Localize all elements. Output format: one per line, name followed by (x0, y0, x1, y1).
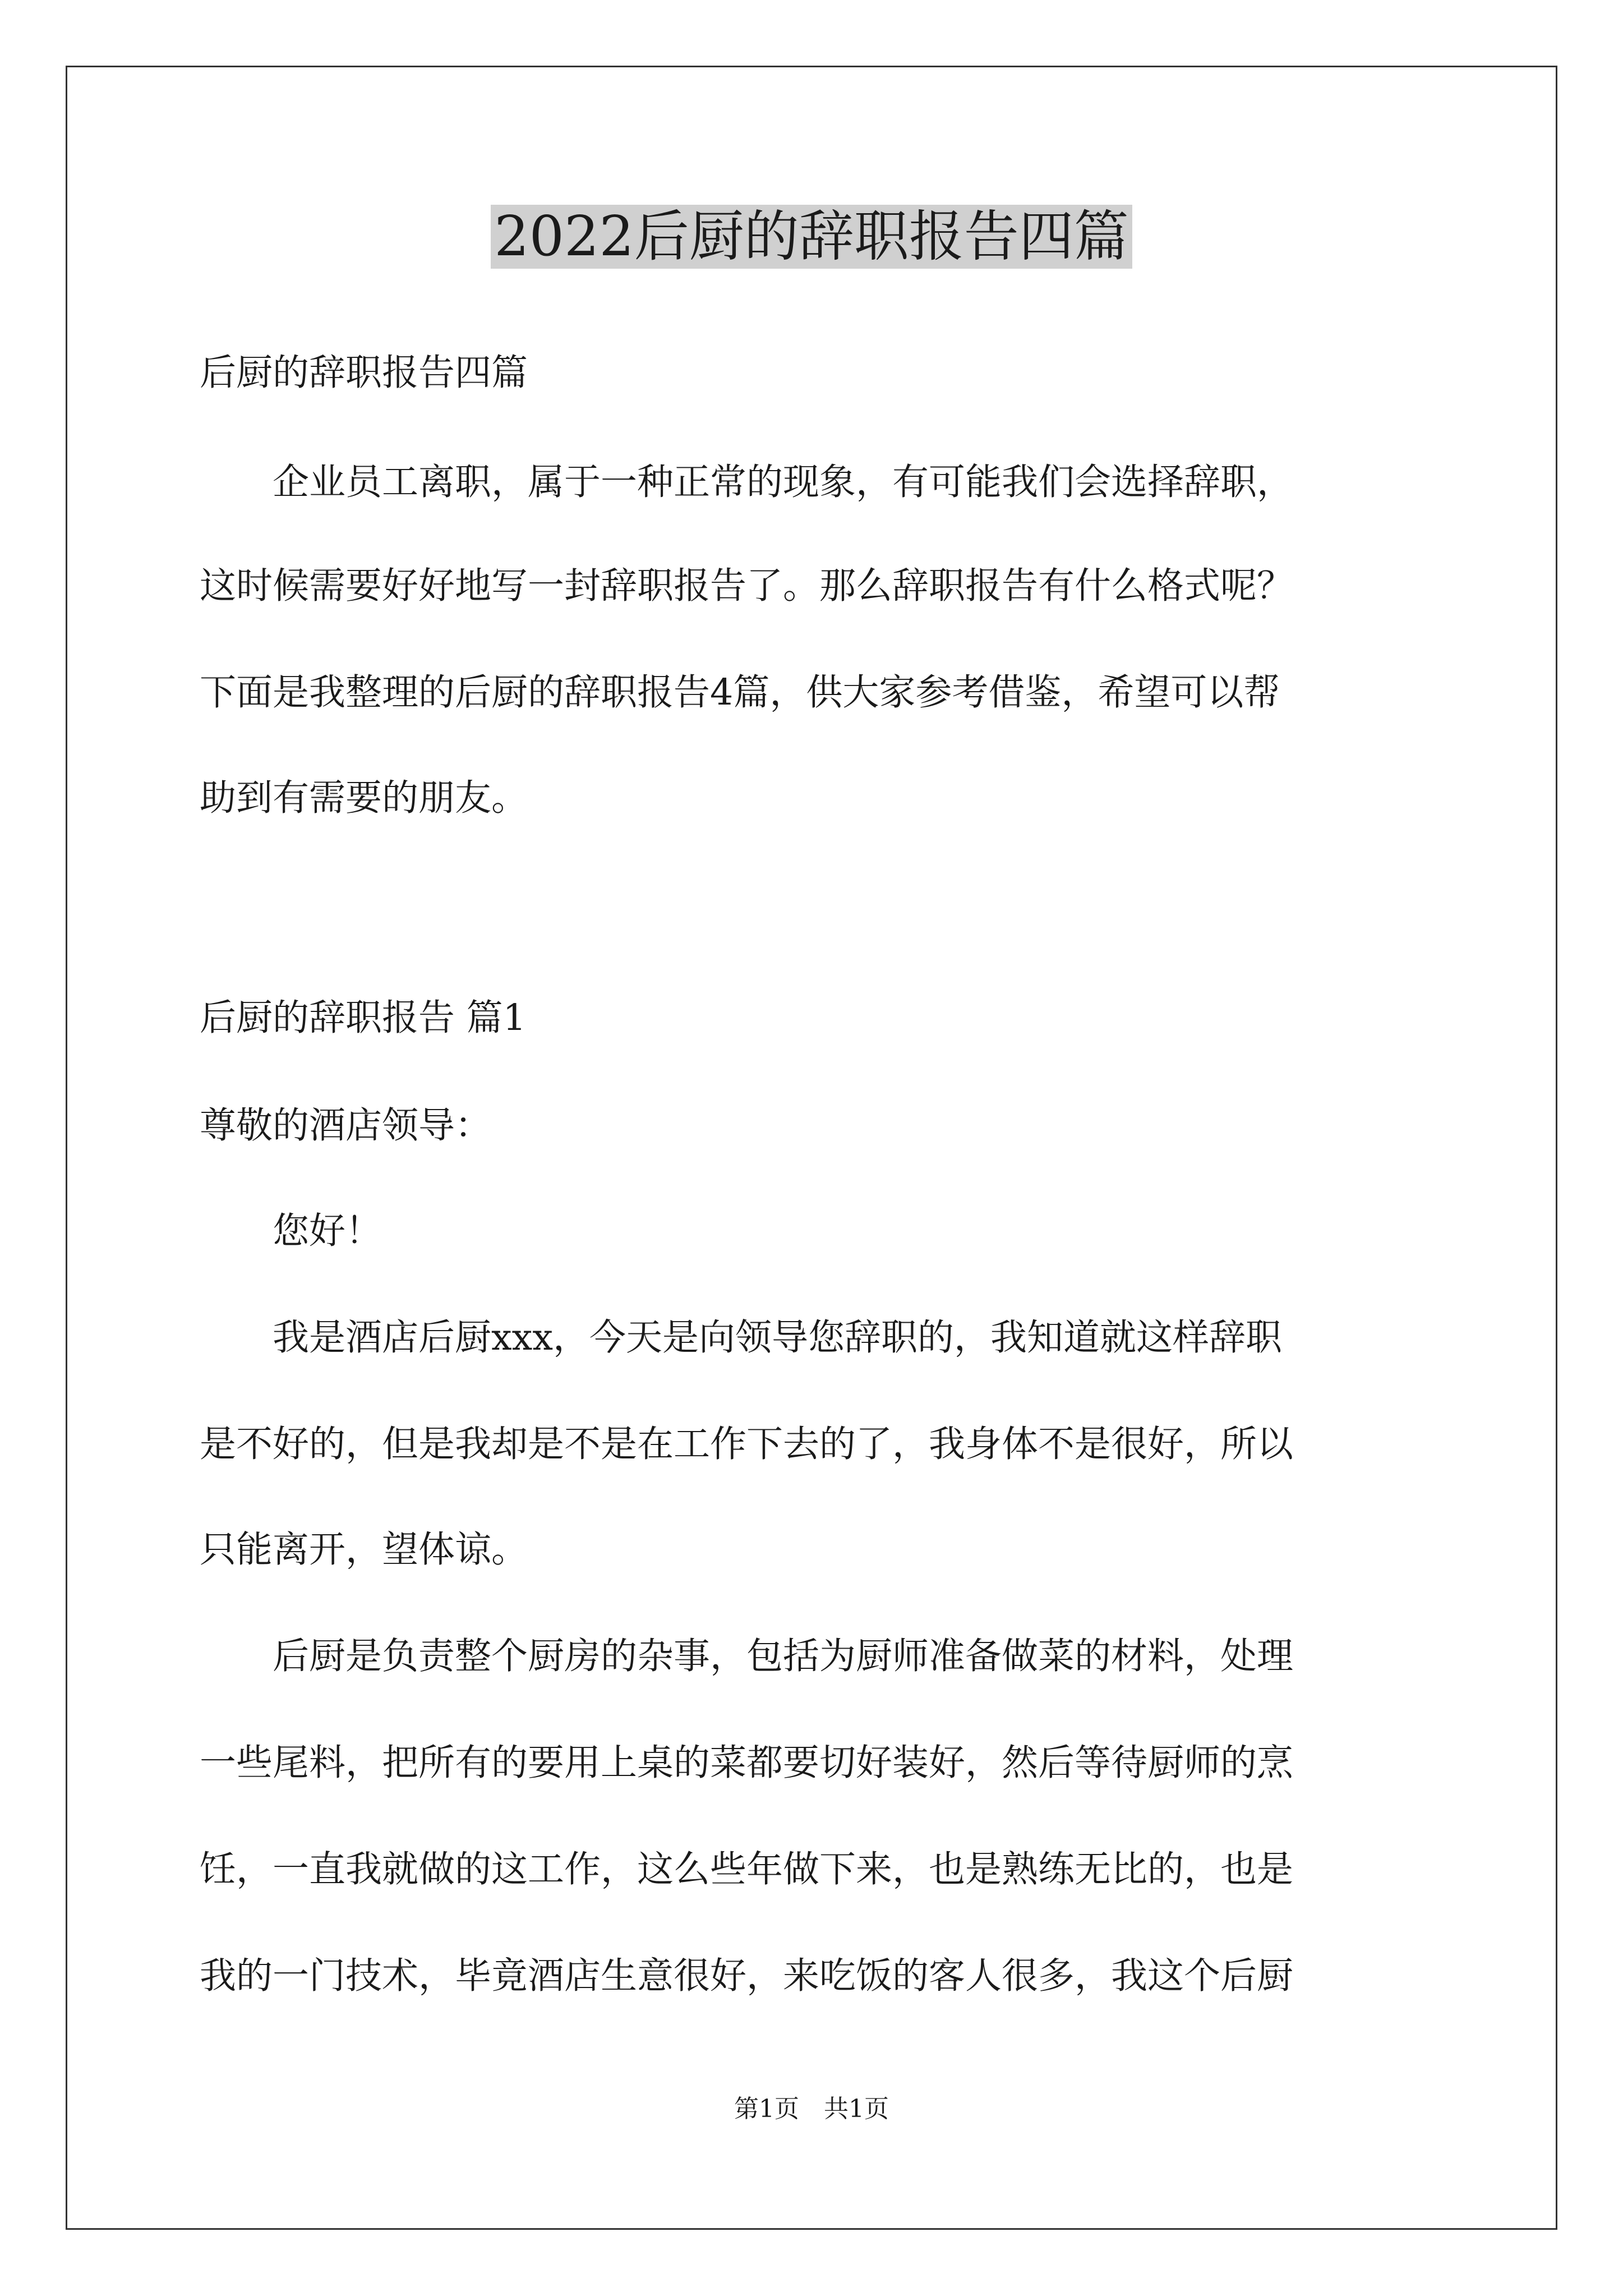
paragraph-2-line-1: 后厨是负责整个厨房的杂事，包括为厨师准备做菜的材料，处理 (200, 1635, 1294, 1677)
intro-line-1: 企业员工离职，属于一种正常的现象，有可能我们会选择辞职， (200, 461, 1294, 503)
paragraph-1-line-1: 我是酒店后厨xxx，今天是向领导您辞职的，我知道就这样辞职 (200, 1317, 1282, 1359)
paragraph-1-line-2: 是不好的，但是我却是不是在工作下去的了，我身体不是很好，所以 (200, 1423, 1294, 1465)
paragraph-2-line-3: 饪，一直我就做的这工作，这么些年做下来，也是熟练无比的，也是 (200, 1848, 1294, 1890)
title-text: 2022后厨的辞职报告四篇 (491, 205, 1132, 269)
subtitle-line: 后厨的辞职报告四篇 (200, 352, 528, 394)
paragraph-2-line-2: 一些尾料，把所有的要用上桌的菜都要切好装好，然后等待厨师的烹 (200, 1742, 1294, 1784)
document-title (0, 197, 1623, 276)
page-footer (0, 2092, 1623, 2126)
paragraph-1-line-3: 只能离开，望体谅。 (200, 1529, 528, 1571)
salutation: 尊敬的酒店领导： (200, 1105, 492, 1147)
intro-line-2: 这时候需要好好地写一封辞职报告了。那么辞职报告有什么格式呢？ (200, 565, 1294, 607)
page-number: 第1页 共1页 (734, 2095, 889, 2123)
section-heading: 后厨的辞职报告 篇1 (200, 997, 527, 1039)
paragraph-2-line-4: 我的一门技术，毕竟酒店生意很好，来吃饭的客人很多，我这个后厨 (200, 1955, 1294, 1997)
intro-line-3: 下面是我整理的后厨的辞职报告4篇，供大家参考借鉴，希望可以帮 (200, 671, 1280, 714)
intro-line-4: 助到有需要的朋友。 (200, 777, 528, 819)
greeting: 您好！ (200, 1210, 382, 1252)
